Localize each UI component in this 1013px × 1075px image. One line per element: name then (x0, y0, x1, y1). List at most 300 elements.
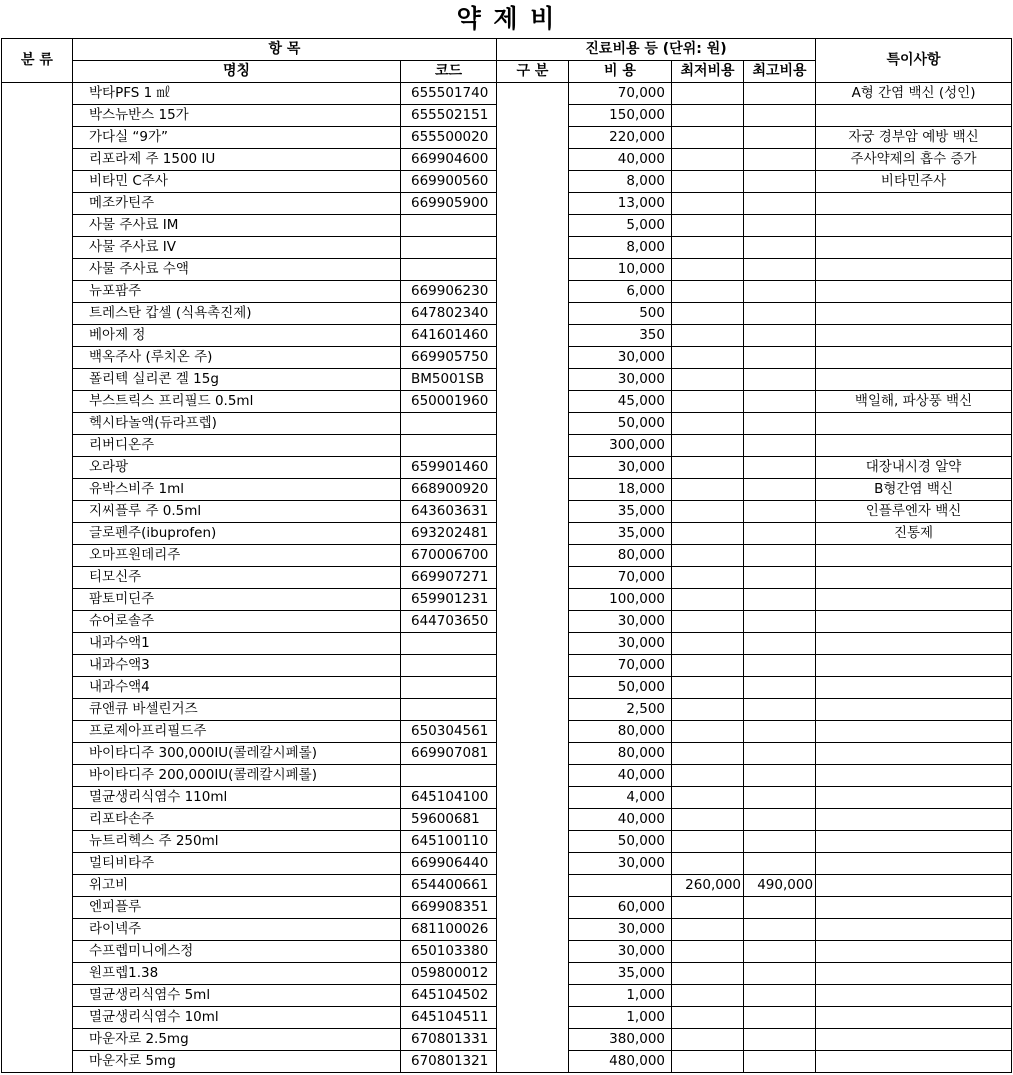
table-row (2, 875, 1012, 897)
max-cost (744, 237, 816, 259)
drug-cost: 480,000 (569, 1051, 672, 1073)
table-row (2, 105, 1012, 127)
drug-code: 647802340 (401, 303, 497, 325)
drug-name: 내과수액3 (73, 655, 401, 677)
drug-note: B형간염 백신 (816, 479, 1012, 501)
drug-cost: 35,000 (569, 501, 672, 523)
max-cost (744, 677, 816, 699)
category-cell (2, 193, 73, 215)
min-cost (672, 853, 744, 875)
min-cost (672, 831, 744, 853)
drug-cost: 70,000 (569, 655, 672, 677)
drug-name: 리포타손주 (73, 809, 401, 831)
max-cost (744, 787, 816, 809)
division-cell (497, 743, 569, 765)
drug-code: 669908351 (401, 897, 497, 919)
drug-code: 655500020 (401, 127, 497, 149)
header-min-cost: 최저비용 (672, 61, 744, 83)
table-row (2, 589, 1012, 611)
table-row (2, 171, 1012, 193)
table-row (2, 655, 1012, 677)
division-cell (497, 1007, 569, 1029)
division-cell (497, 589, 569, 611)
max-cost (744, 589, 816, 611)
drug-cost: 70,000 (569, 567, 672, 589)
drug-code: 669900560 (401, 171, 497, 193)
drug-code: 669907081 (401, 743, 497, 765)
min-cost (672, 325, 744, 347)
drug-code: 643603631 (401, 501, 497, 523)
drug-cost: 2,500 (569, 699, 672, 721)
division-cell (497, 127, 569, 149)
min-cost (672, 1029, 744, 1051)
category-cell (2, 237, 73, 259)
category-cell (2, 127, 73, 149)
max-cost (744, 765, 816, 787)
division-cell (497, 721, 569, 743)
max-cost (744, 303, 816, 325)
division-cell (497, 435, 569, 457)
category-cell (2, 765, 73, 787)
max-cost (744, 809, 816, 831)
division-cell (497, 171, 569, 193)
drug-name: 백옥주사 (루치온 주) (73, 347, 401, 369)
drug-name: 사물 주사료 IM (73, 215, 401, 237)
drug-note (816, 347, 1012, 369)
drug-cost: 80,000 (569, 721, 672, 743)
drug-cost: 1,000 (569, 1007, 672, 1029)
drug-note (816, 897, 1012, 919)
category-cell (2, 83, 73, 105)
drug-name: 멀티비타주 (73, 853, 401, 875)
division-cell (497, 215, 569, 237)
drug-cost: 6,000 (569, 281, 672, 303)
max-cost (744, 611, 816, 633)
drug-name: 폴리텍 실리콘 겔 15g (73, 369, 401, 391)
drug-name: 오라팡 (73, 457, 401, 479)
header-cost: 비 용 (569, 61, 672, 83)
drug-name: 바이타디주 200,000IU(콜레칼시페롤) (73, 765, 401, 787)
drug-name: 멸균생리식염수 110ml (73, 787, 401, 809)
drug-code (401, 435, 497, 457)
division-cell (497, 193, 569, 215)
division-cell (497, 347, 569, 369)
drug-code: 650103380 (401, 941, 497, 963)
drug-code: 59600681 (401, 809, 497, 831)
drug-cost: 30,000 (569, 611, 672, 633)
drug-name: 가다실 “9가” (73, 127, 401, 149)
drug-name: 티모신주 (73, 567, 401, 589)
header-category: 분 류 (2, 39, 73, 83)
max-cost (744, 105, 816, 127)
drug-cost: 30,000 (569, 369, 672, 391)
division-cell (497, 853, 569, 875)
category-cell (2, 831, 73, 853)
drug-cost: 1,000 (569, 985, 672, 1007)
drug-code (401, 633, 497, 655)
drug-note (816, 1029, 1012, 1051)
min-cost (672, 765, 744, 787)
table-row (2, 501, 1012, 523)
table-row (2, 193, 1012, 215)
max-cost (744, 1029, 816, 1051)
min-cost (672, 435, 744, 457)
drug-name: 지씨플루 주 0.5ml (73, 501, 401, 523)
max-cost (744, 391, 816, 413)
table-row (2, 611, 1012, 633)
table-row (2, 303, 1012, 325)
max-cost (744, 435, 816, 457)
min-cost (672, 83, 744, 105)
category-cell (2, 325, 73, 347)
drug-name: 라이넥주 (73, 919, 401, 941)
drug-name: 트레스탄 캅셀 (식욕촉진제) (73, 303, 401, 325)
drug-code: 659901231 (401, 589, 497, 611)
drug-name: 글로펜주(ibuprofen) (73, 523, 401, 545)
drug-cost: 30,000 (569, 941, 672, 963)
max-cost (744, 985, 816, 1007)
category-cell (2, 567, 73, 589)
drug-note (816, 875, 1012, 897)
division-cell (497, 413, 569, 435)
drug-cost: 35,000 (569, 523, 672, 545)
division-cell (497, 369, 569, 391)
drug-name: 메조카틴주 (73, 193, 401, 215)
drug-code: 669907271 (401, 567, 497, 589)
max-cost (744, 897, 816, 919)
category-cell (2, 875, 73, 897)
drug-cost: 30,000 (569, 457, 672, 479)
header-code: 코드 (401, 61, 497, 83)
min-cost (672, 545, 744, 567)
max-cost (744, 743, 816, 765)
table-row (2, 149, 1012, 171)
drug-cost: 60,000 (569, 897, 672, 919)
division-cell (497, 259, 569, 281)
drug-cost: 300,000 (569, 435, 672, 457)
drug-name: 박스뉴반스 15가 (73, 105, 401, 127)
drug-note (816, 1007, 1012, 1029)
max-cost (744, 545, 816, 567)
drug-name: 내과수액1 (73, 633, 401, 655)
min-cost (672, 633, 744, 655)
table-row (2, 281, 1012, 303)
division-cell (497, 1051, 569, 1073)
drug-cost: 45,000 (569, 391, 672, 413)
drug-code: 650001960 (401, 391, 497, 413)
division-cell (497, 919, 569, 941)
header-notes: 특이사항 (816, 39, 1012, 83)
drug-note (816, 215, 1012, 237)
drug-cost: 8,000 (569, 237, 672, 259)
max-cost (744, 215, 816, 237)
drug-code: 669906230 (401, 281, 497, 303)
table-row (2, 127, 1012, 149)
table-row (2, 765, 1012, 787)
table-row (2, 545, 1012, 567)
max-cost (744, 259, 816, 281)
drug-code: 655501740 (401, 83, 497, 105)
table-row (2, 941, 1012, 963)
category-cell (2, 1007, 73, 1029)
category-cell (2, 347, 73, 369)
drug-note (816, 743, 1012, 765)
drug-note (816, 721, 1012, 743)
min-cost (672, 193, 744, 215)
drug-cost-table (1, 38, 1012, 1073)
min-cost (672, 479, 744, 501)
division-cell (497, 633, 569, 655)
division-cell (497, 479, 569, 501)
max-cost (744, 699, 816, 721)
drug-code (401, 677, 497, 699)
drug-note (816, 545, 1012, 567)
table-body (2, 83, 1012, 1073)
min-cost (672, 1007, 744, 1029)
drug-note: 백일해, 파상풍 백신 (816, 391, 1012, 413)
max-cost (744, 127, 816, 149)
drug-note: 자궁 경부암 예방 백신 (816, 127, 1012, 149)
table-row (2, 985, 1012, 1007)
min-cost (672, 149, 744, 171)
drug-note (816, 325, 1012, 347)
category-cell (2, 1051, 73, 1073)
drug-name: 사물 주사료 수액 (73, 259, 401, 281)
drug-note: 주사약제의 흡수 증가 (816, 149, 1012, 171)
table-row (2, 457, 1012, 479)
drug-cost: 30,000 (569, 347, 672, 369)
category-cell (2, 435, 73, 457)
drug-name: 부스트릭스 프리필드 0.5ml (73, 391, 401, 413)
max-cost (744, 853, 816, 875)
division-cell (497, 897, 569, 919)
category-cell (2, 985, 73, 1007)
division-cell (497, 105, 569, 127)
drug-note (816, 611, 1012, 633)
drug-cost: 70,000 (569, 83, 672, 105)
drug-note: 인플루엔자 백신 (816, 501, 1012, 523)
category-cell (2, 105, 73, 127)
table-row (2, 237, 1012, 259)
drug-code: 669905900 (401, 193, 497, 215)
drug-code (401, 215, 497, 237)
division-cell (497, 787, 569, 809)
table-row (2, 963, 1012, 985)
drug-code: 645104502 (401, 985, 497, 1007)
max-cost (744, 347, 816, 369)
table-row (2, 523, 1012, 545)
drug-code: 644703650 (401, 611, 497, 633)
category-cell (2, 281, 73, 303)
header-cost-group: 진료비용 등 (단위: 원) (497, 39, 816, 61)
drug-note (816, 633, 1012, 655)
max-cost (744, 633, 816, 655)
min-cost (672, 743, 744, 765)
drug-name: 유박스비주 1ml (73, 479, 401, 501)
drug-code (401, 655, 497, 677)
division-cell (497, 545, 569, 567)
max-cost (744, 1007, 816, 1029)
table-row (2, 215, 1012, 237)
min-cost (672, 347, 744, 369)
min-cost (672, 171, 744, 193)
division-cell (497, 457, 569, 479)
drug-name: 마운자로 2.5mg (73, 1029, 401, 1051)
category-cell (2, 919, 73, 941)
division-cell (497, 325, 569, 347)
max-cost (744, 721, 816, 743)
category-cell (2, 369, 73, 391)
category-cell (2, 523, 73, 545)
division-cell (497, 611, 569, 633)
drug-cost: 40,000 (569, 765, 672, 787)
table-row (2, 743, 1012, 765)
table-row (2, 897, 1012, 919)
drug-code (401, 765, 497, 787)
drug-cost: 8,000 (569, 171, 672, 193)
drug-cost: 350 (569, 325, 672, 347)
division-cell (497, 985, 569, 1007)
drug-name: 내과수액4 (73, 677, 401, 699)
drug-note (816, 985, 1012, 1007)
max-cost (744, 941, 816, 963)
min-cost (672, 457, 744, 479)
category-cell (2, 809, 73, 831)
drug-note (816, 259, 1012, 281)
drug-name: 위고비 (73, 875, 401, 897)
drug-name: 멸균생리식염수 10ml (73, 1007, 401, 1029)
header-item: 항 목 (73, 39, 497, 61)
category-cell (2, 589, 73, 611)
drug-note (816, 193, 1012, 215)
table-row (2, 831, 1012, 853)
min-cost (672, 721, 744, 743)
drug-code: 655502151 (401, 105, 497, 127)
table-row (2, 259, 1012, 281)
drug-name: 헥시타놀액(듀라프렙) (73, 413, 401, 435)
min-cost (672, 413, 744, 435)
drug-code: 650304561 (401, 721, 497, 743)
category-cell (2, 171, 73, 193)
drug-name: 리포라제 주 1500 IU (73, 149, 401, 171)
division-cell (497, 149, 569, 171)
drug-cost: 80,000 (569, 743, 672, 765)
drug-name: 수프렙미니에스정 (73, 941, 401, 963)
drug-note (816, 413, 1012, 435)
min-cost (672, 523, 744, 545)
division-cell (497, 237, 569, 259)
category-cell (2, 963, 73, 985)
drug-code: BM5001SB (401, 369, 497, 391)
drug-code (401, 413, 497, 435)
drug-code (401, 259, 497, 281)
drug-cost: 40,000 (569, 149, 672, 171)
table-row (2, 435, 1012, 457)
table-row (2, 369, 1012, 391)
category-cell (2, 501, 73, 523)
drug-name: 베아제 정 (73, 325, 401, 347)
min-cost (672, 985, 744, 1007)
drug-code: 669906440 (401, 853, 497, 875)
category-cell (2, 391, 73, 413)
category-cell (2, 413, 73, 435)
category-cell (2, 479, 73, 501)
header-name: 명칭 (73, 61, 401, 83)
drug-note (816, 941, 1012, 963)
min-cost (672, 259, 744, 281)
drug-name: 멸균생리식염수 5ml (73, 985, 401, 1007)
category-cell (2, 941, 73, 963)
drug-cost: 13,000 (569, 193, 672, 215)
drug-code: 059800012 (401, 963, 497, 985)
min-cost (672, 655, 744, 677)
drug-note (816, 105, 1012, 127)
category-cell (2, 259, 73, 281)
min-cost (672, 589, 744, 611)
category-cell (2, 215, 73, 237)
category-cell (2, 1029, 73, 1051)
drug-cost: 30,000 (569, 633, 672, 655)
min-cost (672, 611, 744, 633)
table-row (2, 1051, 1012, 1073)
table-row (2, 325, 1012, 347)
drug-cost: 50,000 (569, 413, 672, 435)
drug-note (816, 281, 1012, 303)
drug-cost: 5,000 (569, 215, 672, 237)
category-cell (2, 611, 73, 633)
max-cost (744, 479, 816, 501)
drug-name: 프로제아프리필드주 (73, 721, 401, 743)
drug-note (816, 369, 1012, 391)
min-cost (672, 127, 744, 149)
drug-note (816, 831, 1012, 853)
drug-note (816, 589, 1012, 611)
max-cost (744, 831, 816, 853)
division-cell (497, 391, 569, 413)
drug-cost: 500 (569, 303, 672, 325)
max-cost (744, 655, 816, 677)
division-cell (497, 303, 569, 325)
drug-cost: 50,000 (569, 677, 672, 699)
table-row (2, 1007, 1012, 1029)
category-cell (2, 699, 73, 721)
category-cell (2, 743, 73, 765)
min-cost (672, 699, 744, 721)
division-cell (497, 809, 569, 831)
drug-name: 바이타디주 300,000IU(콜레칼시페롤) (73, 743, 401, 765)
drug-name: 리버디온주 (73, 435, 401, 457)
division-cell (497, 831, 569, 853)
category-cell (2, 457, 73, 479)
max-cost (744, 193, 816, 215)
category-cell (2, 545, 73, 567)
min-cost (672, 237, 744, 259)
drug-note (816, 655, 1012, 677)
min-cost (672, 303, 744, 325)
min-cost (672, 677, 744, 699)
drug-note: 진통제 (816, 523, 1012, 545)
drug-cost: 10,000 (569, 259, 672, 281)
min-cost (672, 919, 744, 941)
division-cell (497, 963, 569, 985)
drug-code: 668900920 (401, 479, 497, 501)
min-cost (672, 391, 744, 413)
min-cost (672, 501, 744, 523)
drug-cost: 100,000 (569, 589, 672, 611)
division-cell (497, 941, 569, 963)
category-cell (2, 149, 73, 171)
table-row (2, 391, 1012, 413)
